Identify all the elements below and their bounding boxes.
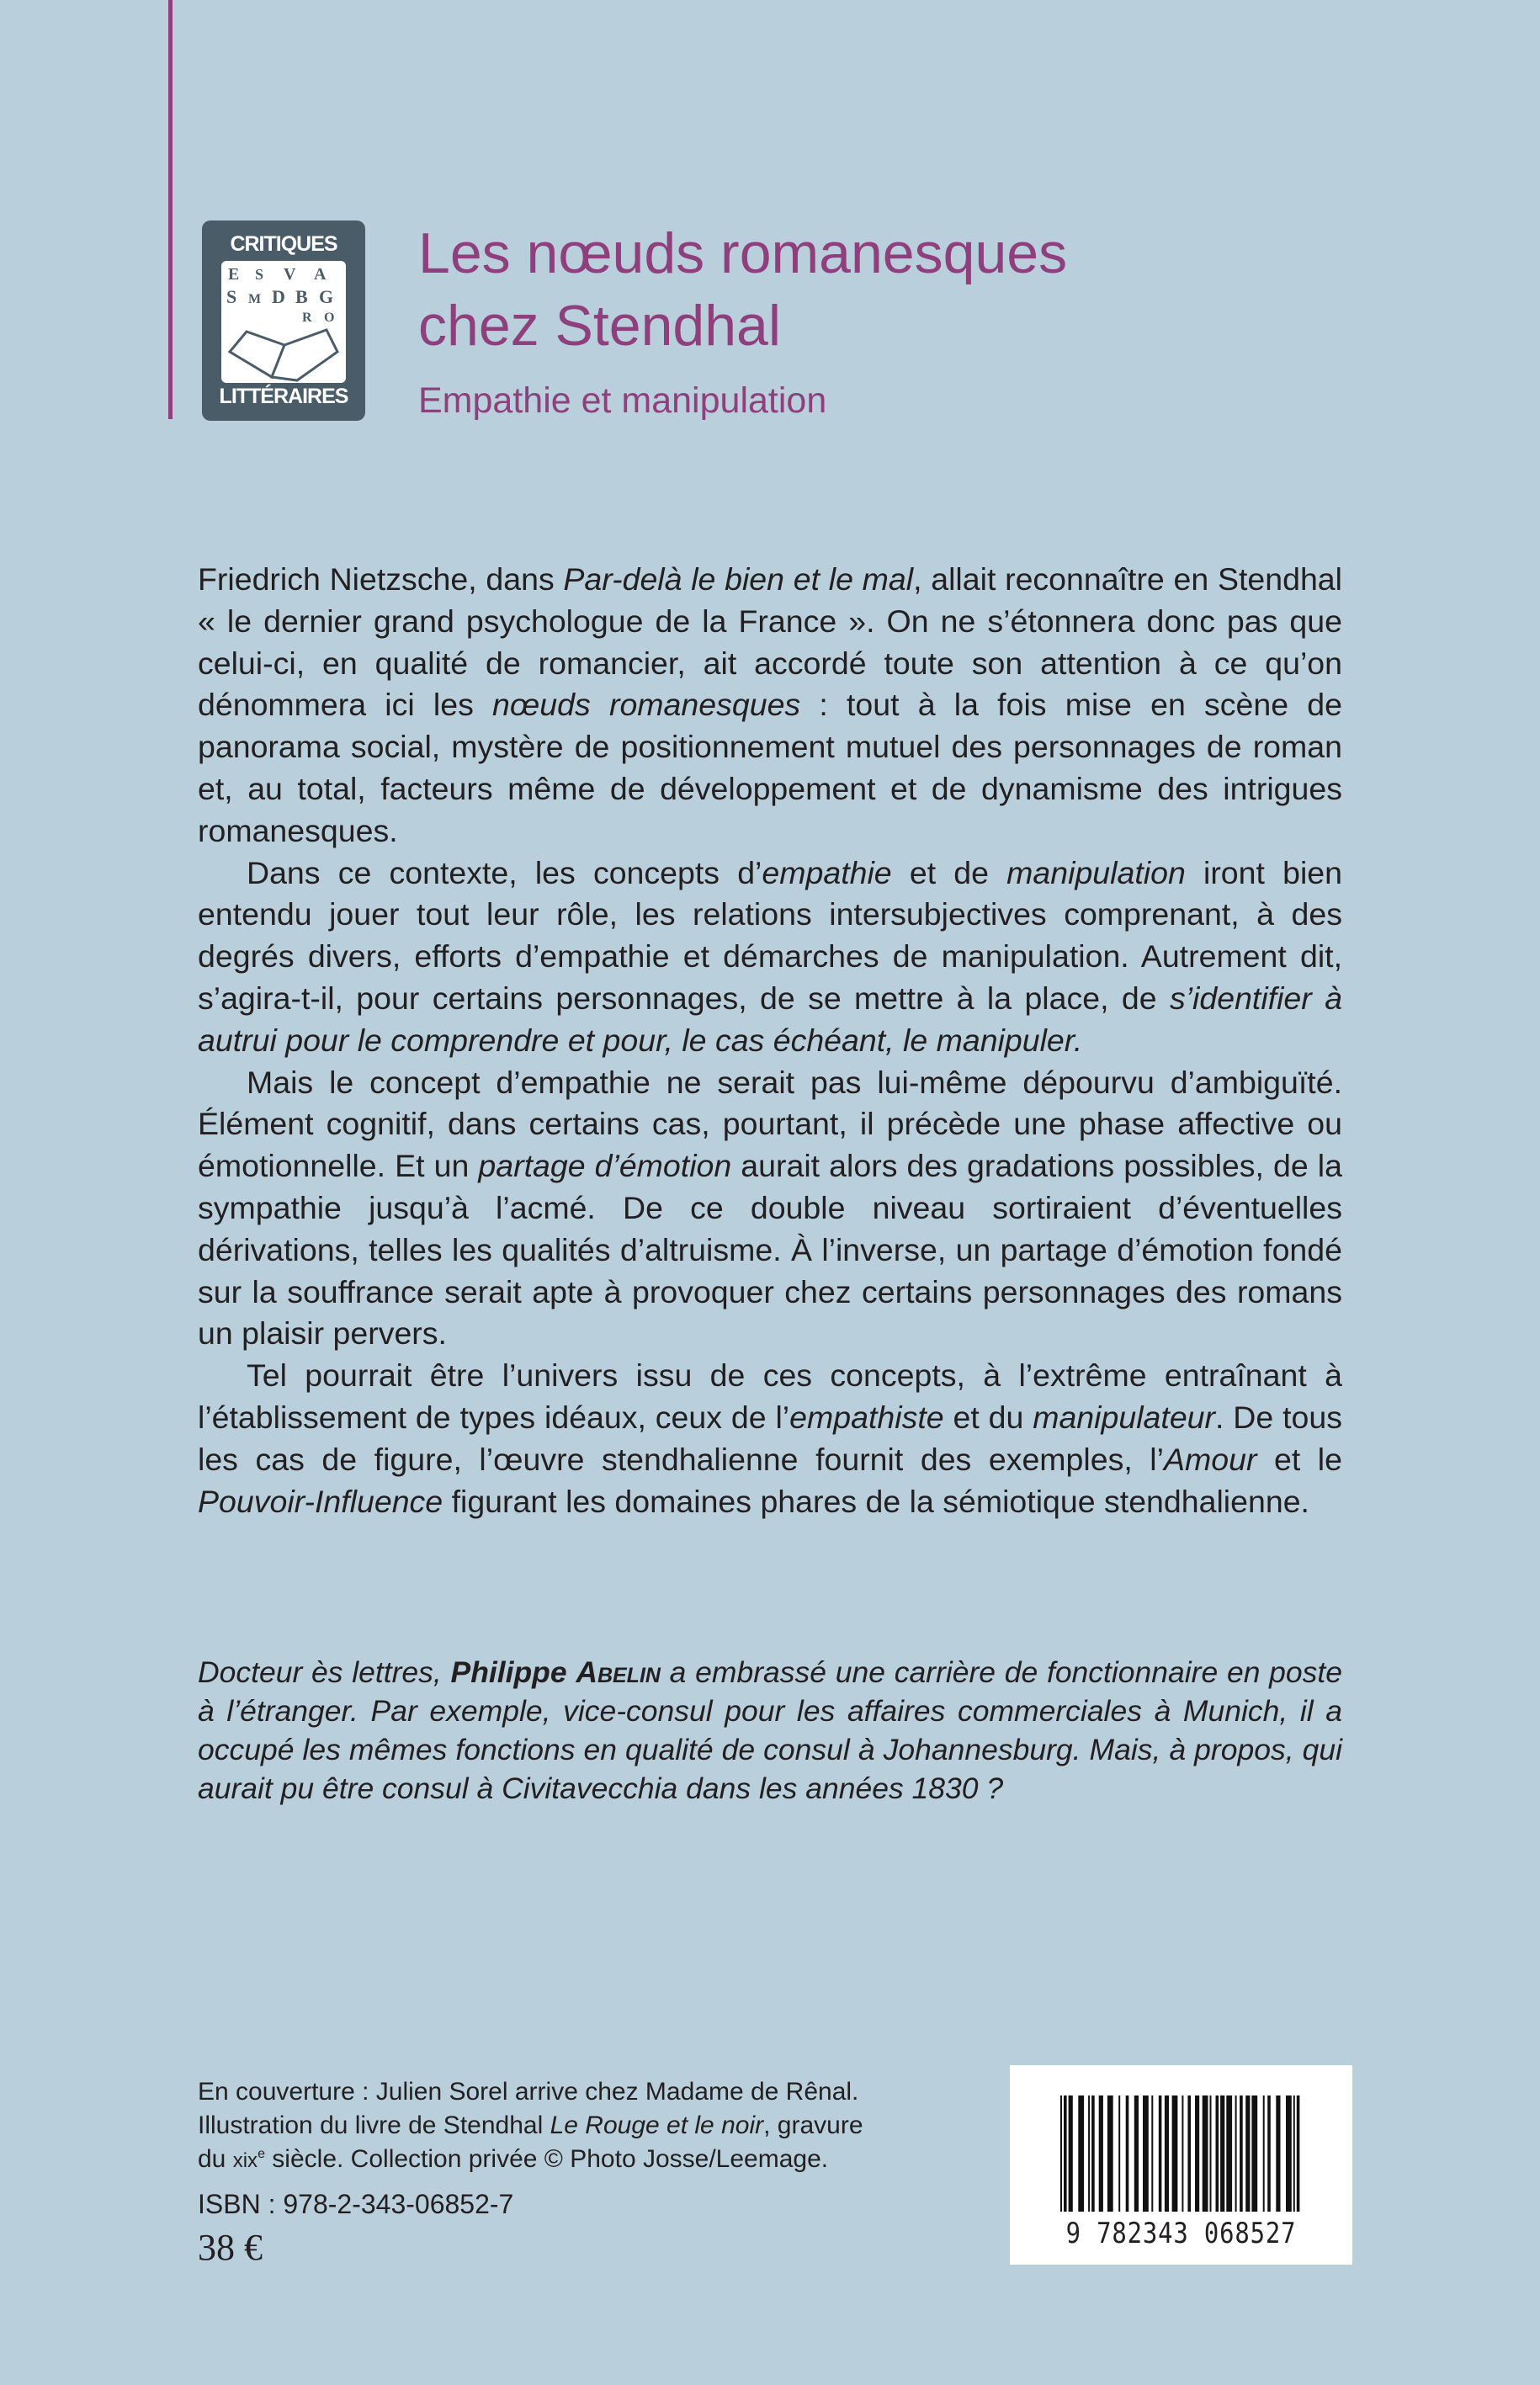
title-line-1: Les nœuds romanesques: [418, 221, 1068, 285]
svg-text:E: E: [228, 265, 240, 284]
barcode-bar: [1216, 2096, 1219, 2212]
book-subtitle: Empathie et manipulation: [418, 380, 827, 421]
barcode-bar: [1187, 2096, 1191, 2212]
barcode-bar: [1099, 2096, 1103, 2212]
barcode-bar: [1172, 2096, 1178, 2212]
italic-text: Pouvoir-Influence: [198, 1483, 443, 1519]
barcode-bar: [1159, 2096, 1162, 2212]
text: siècle. Collection privée © Photo Josse/Leemage.: [264, 2145, 829, 2173]
barcode-bar: [1078, 2096, 1084, 2212]
text: du: [198, 2145, 233, 2173]
italic-text: Par-delà le bien et le mal: [563, 561, 914, 597]
barcode: [1010, 2065, 1352, 2265]
barcode-bar: [1286, 2096, 1292, 2212]
series-logo: [202, 220, 365, 421]
author-bio: [198, 1653, 1342, 1808]
barcode-bar: [1069, 2096, 1073, 2212]
accent-line: [168, 0, 173, 419]
barcode-bar: [1293, 2096, 1295, 2212]
barcode-bar: [1251, 2096, 1257, 2212]
price: 38 €: [198, 2227, 263, 2268]
credits-line-2: [198, 2109, 863, 2143]
barcode-bar: [1195, 2096, 1199, 2212]
author-first-name: Philippe: [450, 1655, 576, 1689]
text: , gravure: [763, 2111, 863, 2139]
barcode-bar: [1263, 2096, 1265, 2212]
credits-line-3: [198, 2143, 863, 2178]
italic-text: Le Rouge et le noir: [550, 2111, 764, 2139]
title-line-2: chez Stendhal: [418, 294, 781, 358]
barcode-bar: [1182, 2096, 1183, 2212]
barcode-bar: [1091, 2096, 1095, 2212]
barcode-bar: [1226, 2096, 1232, 2212]
italic-text: empathie: [762, 854, 892, 890]
barcode-bar: [1088, 2096, 1090, 2212]
text: a embrassé une carrière de fonctionnaire en poste à l’étranger. Par exemple, vice-consul pour les affaires commerciales à Munich, il a occupé les mêmes fonctions en qualité de consul à Johannesburg. Mais, à propos, qui aurait pu être consul à Civitavecchia dans les années 1830 ?: [198, 1655, 1343, 1805]
paragraph-4: [198, 1355, 1342, 1522]
svg-text:O: O: [324, 311, 335, 325]
svg-text:S: S: [226, 286, 237, 307]
svg-text:G: G: [319, 286, 334, 307]
cover-credits: [198, 2075, 863, 2178]
barcode-bar: [1143, 2096, 1149, 2212]
barcode-bar: [1060, 2096, 1062, 2212]
barcode-bar: [1210, 2096, 1212, 2212]
barcode-bar: [1064, 2096, 1067, 2212]
text: et le: [1256, 1441, 1342, 1477]
text: Docteur ès lettres,: [198, 1655, 451, 1689]
paragraph-2: [198, 853, 1342, 1062]
text: Tel pourrait être l’univers issu de ces concepts, à l’extrême entraînant à l’établissement de types idéaux, ceux de l’: [198, 1357, 1342, 1435]
barcode-bar: [1134, 2096, 1139, 2212]
barcode-bar: [1118, 2096, 1120, 2212]
barcode-bar: [1235, 2096, 1237, 2212]
text: et du: [943, 1399, 1033, 1435]
credits-line-1: En couverture : Julien Sorel arrive chez Madame de Rênal.: [198, 2078, 859, 2106]
open-book-icon: [221, 261, 346, 383]
svg-text:S: S: [255, 266, 264, 283]
paragraph-3: [198, 1062, 1342, 1356]
barcode-bar: [1245, 2096, 1250, 2212]
barcode-bar: [1267, 2096, 1271, 2212]
author-last-name: Abelin: [576, 1655, 661, 1689]
svg-text:A: A: [314, 265, 327, 284]
svg-text:B: B: [295, 286, 308, 307]
svg-text:V: V: [284, 265, 296, 284]
barcode-digits: 9 782343 068527: [1065, 2217, 1297, 2250]
text: Illustration du livre de Stendhal: [198, 2111, 550, 2139]
text: Dans ce contexte, les concepts d’: [247, 854, 762, 890]
italic-text: manipulateur: [1033, 1399, 1216, 1435]
italic-text: nœuds romanesques: [492, 687, 801, 723]
isbn: ISBN : 978-2-343-06852-7: [198, 2189, 514, 2219]
italic-text: Amour: [1163, 1441, 1257, 1477]
barcode-bar: [1107, 2096, 1113, 2212]
barcode-bar: [1203, 2096, 1208, 2212]
italic-text: partage d’émotion: [478, 1148, 732, 1184]
barcode-bar: [1240, 2096, 1243, 2212]
book-title: [418, 217, 1067, 362]
svg-text:R: R: [302, 311, 312, 325]
barcode-bar: [1220, 2096, 1224, 2212]
text: Friedrich Nietzsche, dans: [198, 561, 564, 597]
svg-text:D: D: [272, 286, 285, 307]
italic-text: manipulation: [1006, 854, 1186, 890]
century: xix: [232, 2149, 258, 2172]
italic-text: s’identifier à autrui pour le comprendre et pour, le cas échéant, le manipuler.: [198, 980, 1342, 1058]
svg-text:M: M: [248, 292, 262, 306]
logo-bottom-text: LITTÉRAIRES: [219, 385, 348, 408]
barcode-bar: [1165, 2096, 1169, 2212]
text: Mais le concept d’empathie ne serait pas lui-même dépourvu d’ambiguïté. Élément cognitif, dans certains cas, pourtant, il précède une phase affective ou émotionnelle. Et un: [198, 1064, 1342, 1184]
barcode-bar: [1151, 2096, 1153, 2212]
italic-text: empathiste: [789, 1399, 944, 1435]
text: figurant les domaines phares de la sémiotique stendhalienne.: [443, 1483, 1309, 1519]
blurb: [198, 559, 1342, 1522]
text: aurait alors des gradations possibles, de la sympathie jusqu’à l’acmé. De ce double niveau sortiraient d’éventuelles dérivations, telles les qualités d’altruisme. À l’inverse, un partage d’émotion fondé sur la souffrance serait apte à provoquer chez certains personnages des romans un plaisir pervers.: [198, 1148, 1342, 1352]
text: , allait reconnaître en Stendhal « le dernier grand psychologue de la France ». On ne s’étonnera donc pas que celui-ci, en qualité de romancier, ait accordé toute son attention à ce qu’on dénommera ici les: [198, 561, 1342, 723]
logo-top-text: CRITIQUES: [230, 232, 337, 256]
text: . De tous les cas de figure, l’œuvre stendhalienne fournit des exemples, l’: [198, 1399, 1343, 1477]
text: iront bien entendu jouer tout leur rôle, les relations intersubjectives comprenant, à des degrés divers, efforts d’empathie et démarches de manipulation. Autrement dit, s’agira-t-il, pour certains personnages, de se mettre à la place, de: [198, 854, 1342, 1016]
barcode-bar: [1126, 2096, 1129, 2212]
superscript: e: [258, 2147, 265, 2161]
text: : tout à la fois mise en scène de panorama social, mystère de positionnement mutuel des personnages de roman et, au total, facteurs même de développement et de dynamisme des intrigues romanesques.: [198, 687, 1342, 848]
paragraph-1: [198, 559, 1342, 853]
text: et de: [891, 854, 1007, 890]
barcode-bar: [1297, 2096, 1300, 2212]
barcode-bar: [1276, 2096, 1280, 2212]
